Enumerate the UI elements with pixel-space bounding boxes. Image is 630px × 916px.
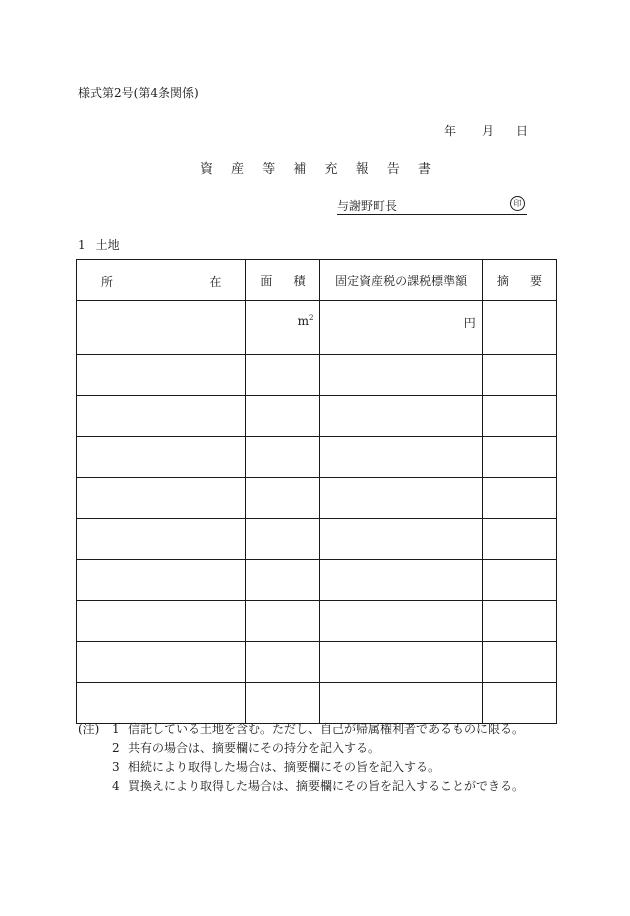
- date-year-label: 年: [444, 124, 457, 138]
- note-cell[interactable]: [482, 519, 556, 560]
- tax-base-cell[interactable]: [320, 396, 482, 437]
- land-table: [76, 259, 557, 724]
- note-cell[interactable]: [482, 301, 556, 355]
- date-day-label: 日: [516, 124, 529, 138]
- location-cell[interactable]: [77, 560, 246, 601]
- addressee-name: 与謝野町長: [337, 199, 398, 213]
- tax-base-cell[interactable]: [320, 683, 482, 724]
- section-number: 1: [78, 238, 86, 252]
- note-text: 信託している土地を含む。ただし、自己が帰属権利者であるものに限る。: [128, 722, 525, 736]
- note-cell[interactable]: [482, 642, 556, 683]
- location-cell[interactable]: [77, 642, 246, 683]
- table-row: [77, 478, 557, 519]
- header-area-right: 積: [293, 273, 306, 288]
- table-row: [77, 642, 557, 683]
- note-cell[interactable]: [482, 478, 556, 519]
- note-text: 相続により取得した場合は、摘要欄にその旨を記入する。: [128, 760, 441, 774]
- note-number: 2: [112, 741, 120, 755]
- area-cell[interactable]: [246, 560, 320, 601]
- tax-base-cell[interactable]: [320, 642, 482, 683]
- area-cell[interactable]: [246, 601, 320, 642]
- tax-base-cell[interactable]: [320, 519, 482, 560]
- area-cell[interactable]: [246, 642, 320, 683]
- note-cell[interactable]: [482, 560, 556, 601]
- tax-base-cell[interactable]: [320, 301, 482, 355]
- seal-icon: 印: [510, 196, 525, 211]
- table-row: [77, 396, 557, 437]
- note-cell[interactable]: [482, 683, 556, 724]
- table-row: [77, 519, 557, 560]
- note-cell[interactable]: [482, 396, 556, 437]
- location-cell[interactable]: [77, 301, 246, 355]
- note-item: [78, 720, 524, 739]
- addressee-line: [337, 197, 527, 215]
- note-text: 共有の場合は、摘要欄にその持分を記入する。: [128, 741, 381, 755]
- tax-base-cell[interactable]: [320, 601, 482, 642]
- header-location-left: 所: [101, 275, 114, 289]
- note-cell[interactable]: [482, 355, 556, 396]
- location-cell[interactable]: [77, 683, 246, 724]
- header-note: [482, 260, 556, 301]
- location-cell[interactable]: [77, 601, 246, 642]
- form-number: 様式第2号(第4条関係): [78, 86, 199, 100]
- table-row: [77, 437, 557, 478]
- area-cell[interactable]: [246, 519, 320, 560]
- header-area: [246, 260, 320, 301]
- document-title: 資 産 等 補 充 報 告 書: [200, 162, 438, 177]
- area-cell[interactable]: [246, 396, 320, 437]
- header-note-left: 摘: [496, 273, 509, 288]
- tax-base-cell[interactable]: [320, 478, 482, 519]
- area-cell[interactable]: [246, 478, 320, 519]
- note-cell[interactable]: [482, 437, 556, 478]
- note-item: [78, 777, 524, 796]
- area-unit: m: [297, 314, 310, 328]
- location-cell[interactable]: [77, 355, 246, 396]
- tax-base-cell[interactable]: [320, 437, 482, 478]
- location-cell[interactable]: [77, 437, 246, 478]
- tax-base-cell[interactable]: [320, 560, 482, 601]
- note-number: 1: [112, 722, 120, 736]
- location-cell[interactable]: [77, 478, 246, 519]
- note-cell[interactable]: [482, 601, 556, 642]
- note-number: 3: [112, 760, 120, 774]
- table-row: [77, 560, 557, 601]
- table-header-row: [77, 260, 557, 301]
- location-cell[interactable]: [77, 519, 246, 560]
- note-text: 買換えにより取得した場合は、摘要欄にその旨を記入することができる。: [128, 779, 525, 793]
- header-location-right: 在: [209, 275, 222, 289]
- notes-block: [78, 720, 524, 796]
- section-heading: [78, 236, 120, 253]
- table-row: [77, 301, 557, 355]
- header-note-right: 要: [529, 273, 542, 288]
- table-row: [77, 683, 557, 724]
- location-cell[interactable]: [77, 396, 246, 437]
- note-number: 4: [112, 779, 120, 793]
- area-unit-superscript: 2: [309, 314, 314, 322]
- area-cell[interactable]: [246, 437, 320, 478]
- section-title: 土地: [95, 238, 120, 252]
- note-item: [78, 739, 524, 758]
- area-cell[interactable]: [246, 355, 320, 396]
- notes-prefix: (注): [78, 722, 100, 736]
- date-month-label: 月: [482, 124, 495, 138]
- note-item: [78, 758, 524, 777]
- yen-unit: 円: [463, 316, 476, 330]
- area-cell[interactable]: [246, 301, 320, 355]
- table-row: [77, 355, 557, 396]
- tax-base-cell[interactable]: [320, 355, 482, 396]
- table-row: [77, 601, 557, 642]
- header-tax-base-value: 固定資産税の課税標準額: [320, 260, 482, 301]
- header-location: [77, 260, 246, 301]
- area-cell[interactable]: [246, 683, 320, 724]
- header-area-left: 面: [260, 273, 273, 288]
